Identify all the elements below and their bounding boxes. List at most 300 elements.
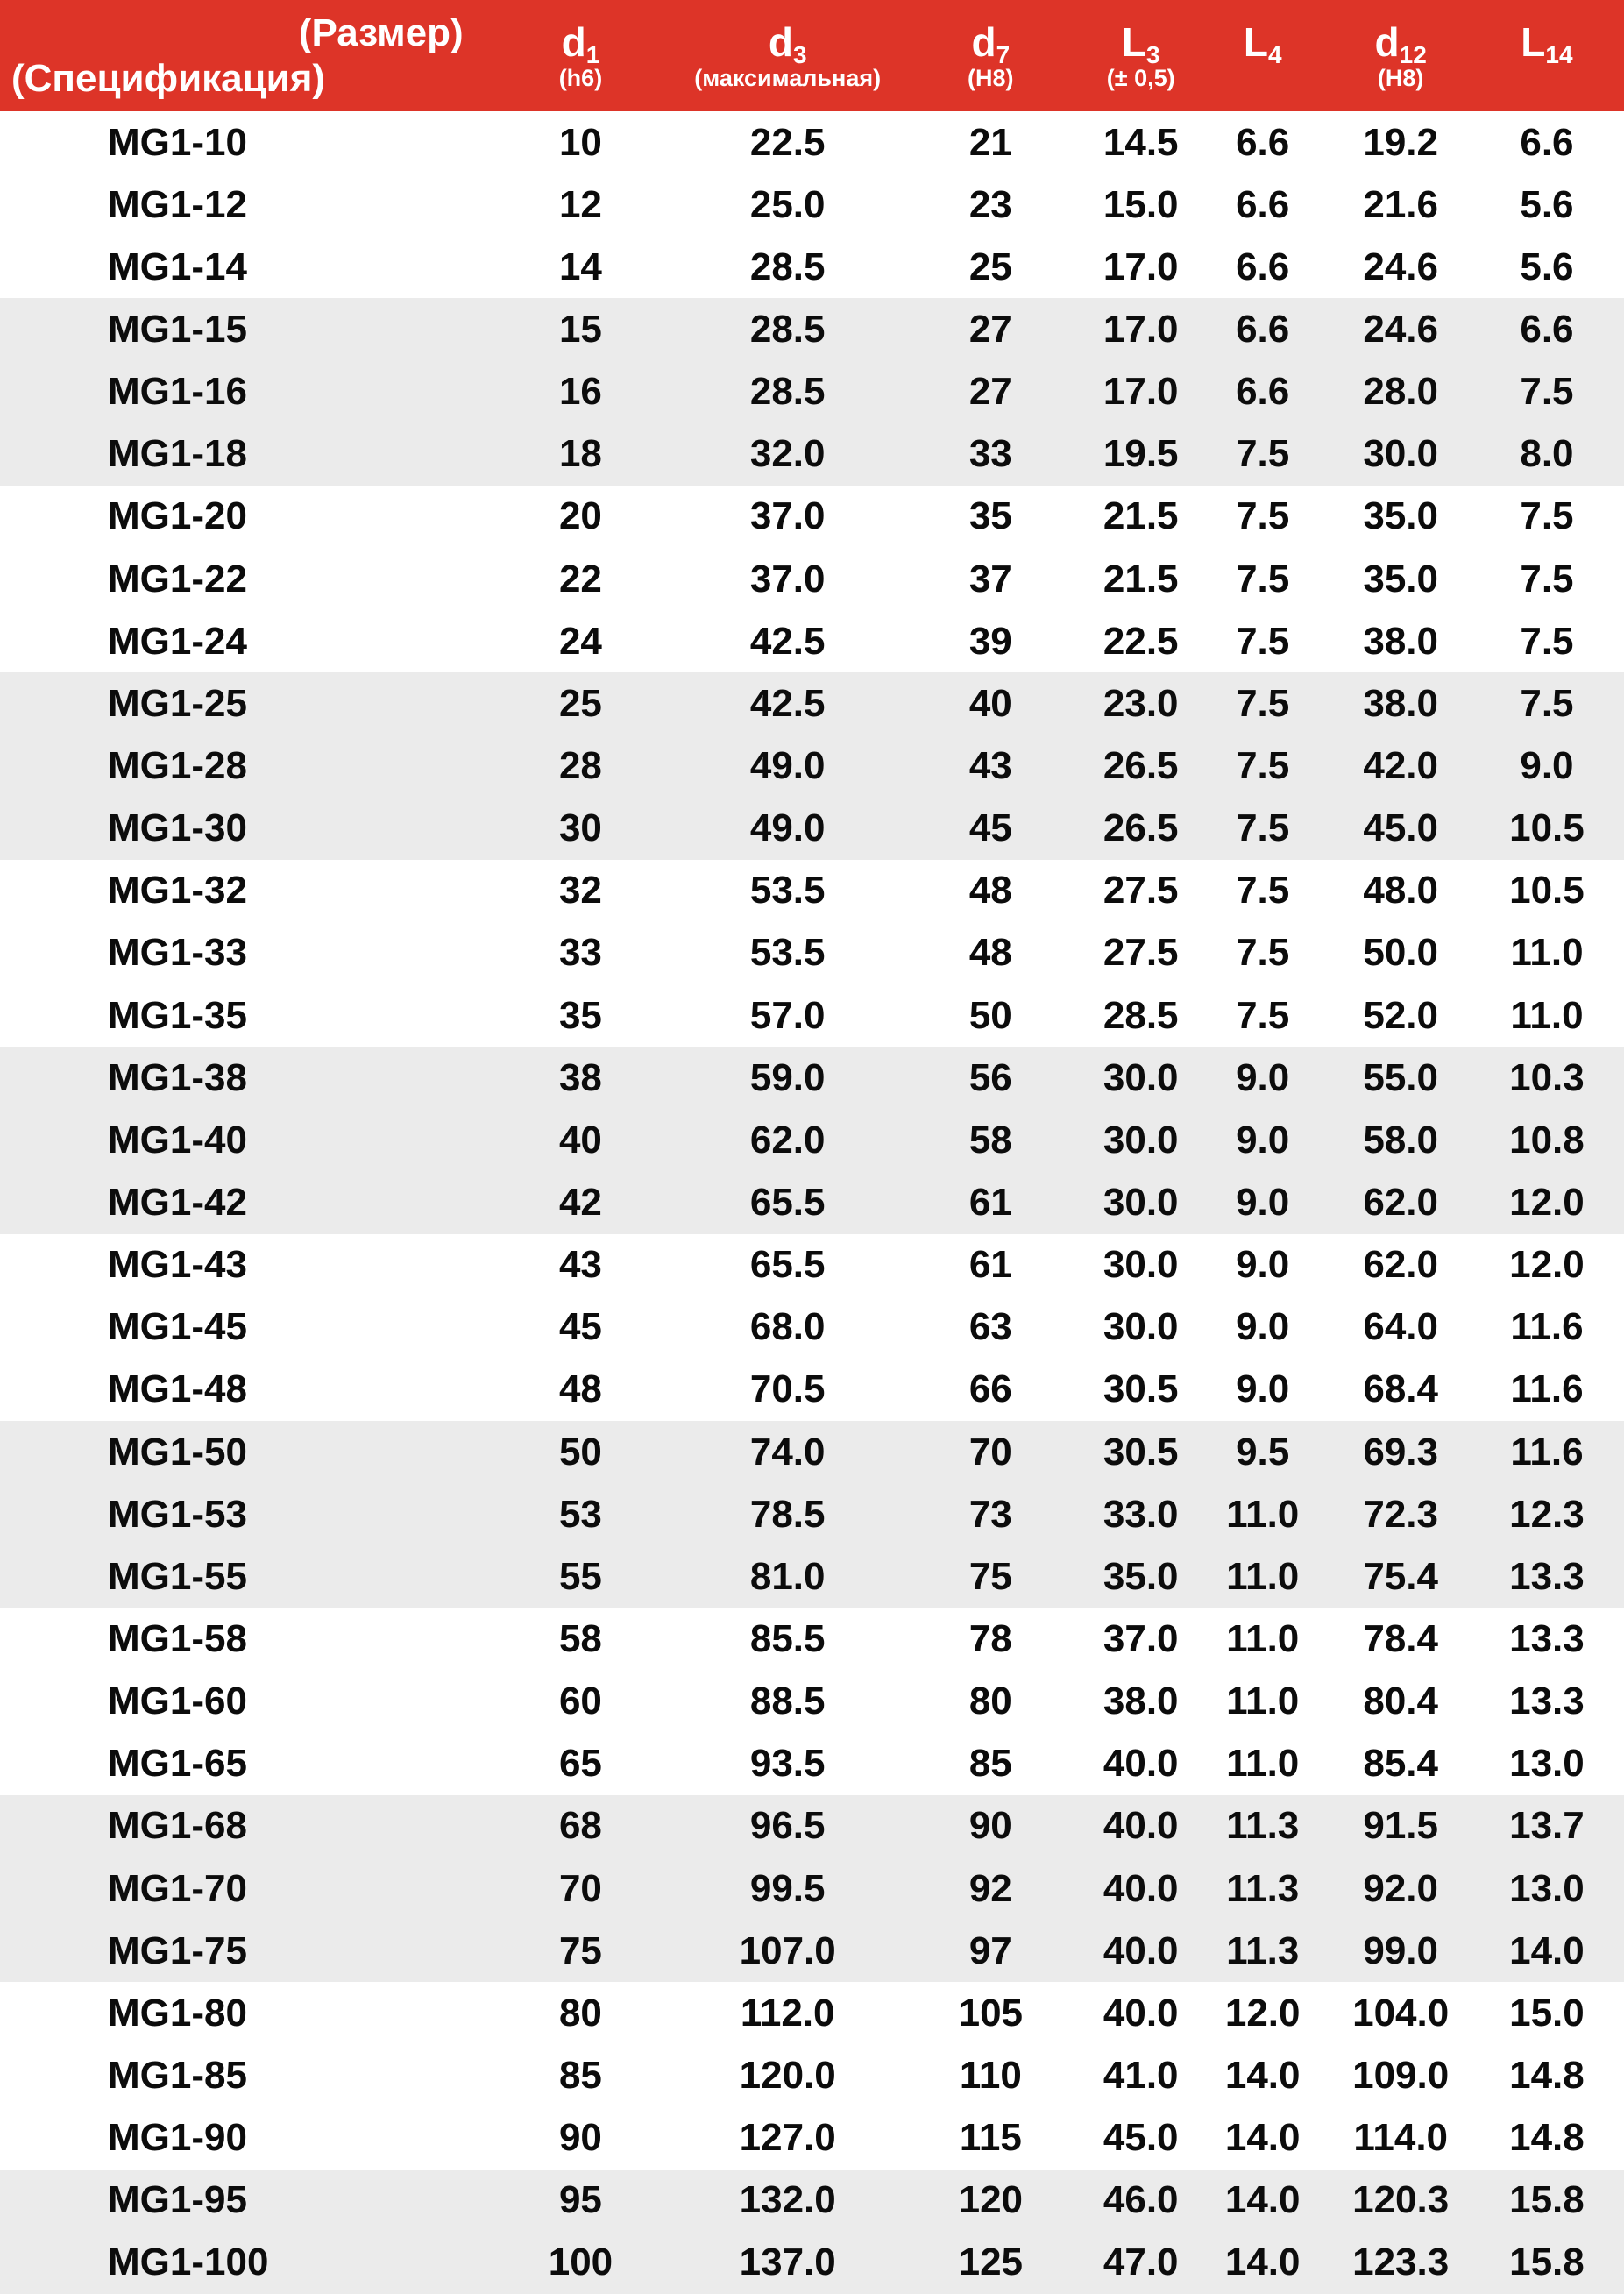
cell-d1: 100 <box>548 2241 613 2284</box>
cell-d3: 37.0 <box>749 494 826 538</box>
cell-model: MG1-65 <box>108 1742 247 1786</box>
cell-d7: 23 <box>968 182 1012 226</box>
cell-d3: 25.0 <box>749 182 826 226</box>
cell-d12: 38.0 <box>1363 619 1438 663</box>
cell-model: MG1-42 <box>108 1180 247 1224</box>
column-symbol-d3: $d_3$ <box>768 18 807 68</box>
cell-L3: 30.0 <box>1103 1118 1179 1161</box>
cell-L3: 40.0 <box>1103 1866 1179 1910</box>
table-body <box>0 111 1624 2294</box>
cell-d12: 91.5 <box>1363 1804 1438 1848</box>
cell-d1: 12 <box>558 182 602 226</box>
cell-d7: 37 <box>968 557 1012 600</box>
header-cell-L14 <box>1470 18 1624 90</box>
cell-d12: 35.0 <box>1363 494 1438 538</box>
cell-d7: 63 <box>968 1305 1012 1349</box>
cell-model: MG1-100 <box>108 2241 269 2284</box>
cell-d12: 78.4 <box>1363 1616 1438 1660</box>
cell-L4: 9.0 <box>1236 1305 1290 1349</box>
cell-d1: 32 <box>558 869 602 913</box>
cell-d7: 66 <box>968 1367 1012 1411</box>
cell-d12: 120.3 <box>1352 2178 1450 2222</box>
cell-L4: 12.0 <box>1224 1991 1301 2035</box>
cell-d12: 24.6 <box>1363 307 1438 351</box>
cell-model: MG1-58 <box>108 1616 247 1660</box>
cell-d3: 42.5 <box>749 681 826 725</box>
cell-L14: 6.6 <box>1520 120 1574 164</box>
cell-model: MG1-80 <box>108 1991 247 2035</box>
cell-d1: 75 <box>558 1928 602 1972</box>
cell-d7: 40 <box>968 681 1012 725</box>
cell-L4: 7.5 <box>1236 869 1290 913</box>
cell-L4: 6.6 <box>1236 370 1290 414</box>
cell-model: MG1-35 <box>108 993 247 1037</box>
cell-d1: 45 <box>558 1305 602 1349</box>
cell-d1: 16 <box>558 370 602 414</box>
cell-d1: 15 <box>558 307 602 351</box>
table-row <box>0 1920 1624 1982</box>
cell-d3: 70.5 <box>749 1367 826 1411</box>
cell-L14: 15.8 <box>1509 2241 1585 2284</box>
header-spec-label: (Спецификация) <box>11 56 326 100</box>
cell-L4: 11.0 <box>1226 1554 1300 1598</box>
cell-d3: 137.0 <box>739 2241 836 2284</box>
cell-d1: 10 <box>558 120 602 164</box>
cell-L14: 6.6 <box>1520 307 1574 351</box>
table-row <box>0 735 1624 797</box>
cell-L14: 14.0 <box>1509 1928 1585 1972</box>
cell-d12: 24.6 <box>1363 245 1438 288</box>
cell-d7: 125 <box>958 2241 1024 2284</box>
cell-d3: 62.0 <box>749 1118 826 1161</box>
cell-d3: 57.0 <box>749 993 826 1037</box>
cell-L3: 28.5 <box>1103 993 1179 1037</box>
column-note-d3: (максимальная) <box>694 64 882 91</box>
table-row <box>0 922 1624 984</box>
cell-d3: 107.0 <box>739 1928 836 1972</box>
cell-d12: 48.0 <box>1363 869 1438 913</box>
cell-model: MG1-50 <box>108 1430 247 1474</box>
cell-d3: 65.5 <box>749 1243 826 1287</box>
header-cell-d1 <box>479 18 683 91</box>
cell-L14: 8.0 <box>1520 432 1574 476</box>
table-row <box>0 2107 1624 2170</box>
cell-d12: 50.0 <box>1363 931 1438 975</box>
cell-d7: 110 <box>959 2053 1022 2097</box>
column-symbol-d12: $d_{12}$ <box>1374 18 1427 68</box>
cell-L4: 9.5 <box>1236 1430 1290 1474</box>
column-note-d7: (H8) <box>968 64 1014 91</box>
cell-d1: 70 <box>558 1866 602 1910</box>
table-row <box>0 610 1624 672</box>
cell-d7: 50 <box>968 993 1012 1037</box>
cell-model: MG1-38 <box>108 1055 247 1099</box>
table-row <box>0 984 1624 1047</box>
table-row <box>0 1234 1624 1296</box>
header-cell-d7 <box>893 18 1088 91</box>
cell-model: MG1-68 <box>108 1804 247 1848</box>
cell-d1: 30 <box>558 806 602 850</box>
cell-d3: 42.5 <box>749 619 826 663</box>
cell-d1: 50 <box>558 1430 602 1474</box>
cell-L4: 14.0 <box>1224 2178 1301 2222</box>
cell-d12: 109.0 <box>1352 2053 1450 2097</box>
cell-d1: 24 <box>558 619 602 663</box>
cell-d7: 92 <box>968 1866 1012 1910</box>
cell-d7: 45 <box>968 806 1012 850</box>
cell-L3: 41.0 <box>1103 2053 1179 2097</box>
cell-d3: 132.0 <box>739 2178 836 2222</box>
cell-d12: 64.0 <box>1363 1305 1438 1349</box>
cell-L4: 14.0 <box>1224 2116 1301 2160</box>
cell-d7: 105 <box>958 1991 1024 2035</box>
cell-model: MG1-95 <box>108 2178 247 2222</box>
cell-L3: 45.0 <box>1103 2116 1179 2160</box>
header-cell-d12 <box>1331 18 1470 91</box>
column-note-d12: (H8) <box>1377 64 1424 91</box>
cell-d1: 35 <box>558 993 602 1037</box>
cell-d1: 60 <box>558 1680 602 1723</box>
cell-model: MG1-30 <box>108 806 247 850</box>
cell-d3: 96.5 <box>749 1804 826 1848</box>
cell-d1: 33 <box>558 931 602 975</box>
cell-model: MG1-53 <box>108 1492 247 1536</box>
cell-L3: 35.0 <box>1103 1554 1179 1598</box>
cell-d1: 25 <box>558 681 602 725</box>
cell-d3: 81.0 <box>749 1554 826 1598</box>
cell-d3: 88.5 <box>749 1680 826 1723</box>
cell-d12: 92.0 <box>1363 1866 1438 1910</box>
cell-model: MG1-10 <box>108 120 247 164</box>
cell-L4: 11.0 <box>1226 1616 1300 1660</box>
cell-L14: 13.7 <box>1509 1804 1585 1848</box>
cell-d3: 49.0 <box>749 806 826 850</box>
cell-d7: 35 <box>968 494 1012 538</box>
cell-model: MG1-15 <box>108 307 247 351</box>
cell-L3: 40.0 <box>1103 1742 1179 1786</box>
cell-L14: 11.6 <box>1510 1305 1584 1349</box>
cell-L4: 6.6 <box>1236 307 1290 351</box>
cell-L4: 9.0 <box>1236 1180 1290 1224</box>
table-row <box>0 1857 1624 1920</box>
header-cell-L4 <box>1194 18 1332 90</box>
column-symbol-L14: $L_{14}$ <box>1521 18 1573 68</box>
table-row <box>0 1671 1624 1733</box>
table-row <box>0 111 1624 174</box>
cell-L14: 13.3 <box>1509 1554 1585 1598</box>
table-row <box>0 1982 1624 2044</box>
cell-d3: 68.0 <box>749 1305 826 1349</box>
cell-L3: 21.5 <box>1103 494 1179 538</box>
cell-d12: 21.6 <box>1363 182 1438 226</box>
cell-L3: 22.5 <box>1103 619 1179 663</box>
cell-model: MG1-12 <box>108 182 247 226</box>
header-cell-L3 <box>1088 18 1193 91</box>
table-row <box>0 1733 1624 1795</box>
column-symbol-d1: $d_1$ <box>561 18 600 68</box>
cell-d3: 120.0 <box>739 2053 836 2097</box>
cell-L14: 7.5 <box>1520 619 1574 663</box>
cell-L3: 38.0 <box>1103 1680 1179 1723</box>
cell-d1: 55 <box>558 1554 602 1598</box>
cell-L3: 26.5 <box>1103 743 1179 787</box>
cell-d7: 115 <box>959 2116 1022 2160</box>
cell-d3: 28.5 <box>749 307 826 351</box>
table-row <box>0 1795 1624 1857</box>
table-row <box>0 486 1624 548</box>
cell-d7: 80 <box>968 1680 1012 1723</box>
cell-d3: 85.5 <box>749 1616 826 1660</box>
table-row <box>0 174 1624 236</box>
cell-d7: 25 <box>968 245 1012 288</box>
cell-d7: 90 <box>968 1804 1012 1848</box>
cell-L14: 5.6 <box>1520 245 1574 288</box>
cell-d7: 61 <box>968 1243 1012 1287</box>
cell-L4: 6.6 <box>1236 120 1290 164</box>
cell-d1: 20 <box>558 494 602 538</box>
cell-d1: 90 <box>558 2116 602 2160</box>
cell-d7: 120 <box>958 2178 1024 2222</box>
cell-model: MG1-60 <box>108 1680 247 1723</box>
cell-model: MG1-33 <box>108 931 247 975</box>
cell-L4: 11.3 <box>1226 1866 1300 1910</box>
cell-model: MG1-90 <box>108 2116 247 2160</box>
cell-L14: 7.5 <box>1520 370 1574 414</box>
table-row <box>0 1545 1624 1608</box>
cell-d3: 78.5 <box>749 1492 826 1536</box>
cell-d3: 28.5 <box>749 245 826 288</box>
cell-L4: 11.0 <box>1226 1680 1300 1723</box>
cell-L14: 13.0 <box>1509 1866 1585 1910</box>
cell-L14: 9.0 <box>1520 743 1574 787</box>
cell-d1: 53 <box>558 1492 602 1536</box>
cell-L3: 33.0 <box>1103 1492 1179 1536</box>
cell-d12: 19.2 <box>1363 120 1438 164</box>
cell-L14: 5.6 <box>1520 182 1574 226</box>
cell-d12: 99.0 <box>1363 1928 1438 1972</box>
cell-model: MG1-70 <box>108 1866 247 1910</box>
cell-d1: 22 <box>558 557 602 600</box>
cell-model: MG1-75 <box>108 1928 247 1972</box>
cell-L4: 7.5 <box>1236 743 1290 787</box>
cell-L14: 11.6 <box>1510 1367 1584 1411</box>
cell-L14: 14.8 <box>1509 2116 1585 2160</box>
cell-d1: 14 <box>558 245 602 288</box>
table-row <box>0 1171 1624 1233</box>
cell-L3: 30.0 <box>1103 1243 1179 1287</box>
cell-model: MG1-43 <box>108 1243 247 1287</box>
cell-d12: 123.3 <box>1352 2241 1450 2284</box>
cell-model: MG1-32 <box>108 869 247 913</box>
table-header <box>0 0 1624 111</box>
cell-d1: 58 <box>558 1616 602 1660</box>
cell-d1: 85 <box>558 2053 602 2097</box>
cell-L3: 21.5 <box>1103 557 1179 600</box>
cell-L4: 7.5 <box>1236 557 1290 600</box>
cell-d1: 42 <box>558 1180 602 1224</box>
cell-d3: 28.5 <box>749 370 826 414</box>
cell-L4: 6.6 <box>1236 182 1290 226</box>
table-row <box>0 1483 1624 1545</box>
table-row <box>0 548 1624 610</box>
cell-d12: 52.0 <box>1363 993 1438 1037</box>
table-row <box>0 2044 1624 2106</box>
cell-L3: 17.0 <box>1103 307 1179 351</box>
cell-L4: 9.0 <box>1236 1055 1290 1099</box>
cell-d1: 38 <box>558 1055 602 1099</box>
cell-L4: 9.0 <box>1236 1367 1290 1411</box>
cell-d7: 21 <box>968 120 1012 164</box>
cell-L4: 7.5 <box>1236 806 1290 850</box>
cell-d12: 55.0 <box>1363 1055 1438 1099</box>
cell-L3: 47.0 <box>1103 2241 1179 2284</box>
cell-d12: 28.0 <box>1363 370 1438 414</box>
cell-d12: 38.0 <box>1363 681 1438 725</box>
cell-d1: 48 <box>558 1367 602 1411</box>
cell-model: MG1-20 <box>108 494 247 538</box>
cell-d7: 70 <box>968 1430 1012 1474</box>
cell-d3: 53.5 <box>749 869 826 913</box>
header-cell-model <box>0 11 479 102</box>
cell-L3: 30.0 <box>1103 1180 1179 1224</box>
cell-L3: 40.0 <box>1103 1928 1179 1972</box>
cell-d1: 65 <box>558 1742 602 1786</box>
cell-L3: 17.0 <box>1103 370 1179 414</box>
cell-d7: 27 <box>968 307 1012 351</box>
cell-L4: 9.0 <box>1236 1243 1290 1287</box>
cell-d3: 32.0 <box>749 432 826 476</box>
cell-d3: 65.5 <box>749 1180 826 1224</box>
cell-d3: 49.0 <box>749 743 826 787</box>
cell-L14: 7.5 <box>1520 681 1574 725</box>
cell-L14: 10.3 <box>1509 1055 1585 1099</box>
cell-d7: 43 <box>968 743 1012 787</box>
cell-d1: 40 <box>558 1118 602 1161</box>
column-symbol-d7: $d_7$ <box>971 18 1011 68</box>
table-row <box>0 1047 1624 1109</box>
cell-d12: 42.0 <box>1363 743 1438 787</box>
cell-d12: 85.4 <box>1363 1742 1438 1786</box>
cell-L3: 40.0 <box>1103 1804 1179 1848</box>
cell-d1: 43 <box>558 1243 602 1287</box>
cell-d3: 99.5 <box>749 1866 826 1910</box>
cell-L4: 7.5 <box>1236 931 1290 975</box>
cell-model: MG1-45 <box>108 1305 247 1349</box>
cell-L4: 7.5 <box>1236 681 1290 725</box>
cell-model: MG1-40 <box>108 1118 247 1161</box>
cell-d3: 53.5 <box>749 931 826 975</box>
cell-model: MG1-18 <box>108 432 247 476</box>
cell-L3: 40.0 <box>1103 1991 1179 2035</box>
cell-L4: 11.3 <box>1226 1804 1300 1848</box>
cell-L14: 13.3 <box>1509 1680 1585 1723</box>
cell-model: MG1-16 <box>108 370 247 414</box>
cell-L4: 6.6 <box>1236 245 1290 288</box>
cell-model: MG1-25 <box>108 681 247 725</box>
cell-d12: 114.0 <box>1353 2116 1449 2160</box>
cell-L3: 26.5 <box>1103 806 1179 850</box>
cell-L14: 15.0 <box>1509 1991 1585 2035</box>
cell-d7: 39 <box>968 619 1012 663</box>
cell-L14: 11.6 <box>1510 1430 1584 1474</box>
cell-model: MG1-24 <box>108 619 247 663</box>
cell-d1: 95 <box>558 2178 602 2222</box>
cell-d3: 93.5 <box>749 1742 826 1786</box>
cell-L4: 11.0 <box>1226 1742 1300 1786</box>
cell-d7: 75 <box>968 1554 1012 1598</box>
cell-model: MG1-85 <box>108 2053 247 2097</box>
cell-d3: 127.0 <box>739 2116 836 2160</box>
cell-L3: 30.5 <box>1103 1430 1179 1474</box>
cell-L3: 46.0 <box>1103 2178 1179 2222</box>
cell-L3: 15.0 <box>1103 182 1179 226</box>
cell-d12: 104.0 <box>1352 1991 1450 2035</box>
cell-d7: 56 <box>968 1055 1012 1099</box>
table-row <box>0 860 1624 922</box>
cell-d1: 68 <box>558 1804 602 1848</box>
cell-d12: 30.0 <box>1363 432 1438 476</box>
cell-d3: 74.0 <box>749 1430 826 1474</box>
cell-L14: 13.3 <box>1509 1616 1585 1660</box>
column-symbol-L3: $L_3$ <box>1121 18 1160 68</box>
cell-d7: 61 <box>968 1180 1012 1224</box>
cell-d7: 78 <box>968 1616 1012 1660</box>
cell-d7: 58 <box>968 1118 1012 1161</box>
cell-L3: 27.5 <box>1103 931 1179 975</box>
cell-model: MG1-14 <box>108 245 247 288</box>
cell-L3: 17.0 <box>1103 245 1179 288</box>
table-row <box>0 1421 1624 1483</box>
cell-d12: 75.4 <box>1363 1554 1438 1598</box>
cell-d7: 85 <box>968 1742 1012 1786</box>
cell-d7: 33 <box>968 432 1012 476</box>
cell-L3: 19.5 <box>1103 432 1179 476</box>
cell-L14: 7.5 <box>1520 494 1574 538</box>
column-note-L3: (± 0,5) <box>1106 64 1175 91</box>
cell-L14: 10.5 <box>1509 869 1585 913</box>
cell-L3: 30.5 <box>1103 1367 1179 1411</box>
table-row <box>0 361 1624 423</box>
cell-L4: 11.3 <box>1226 1928 1300 1972</box>
cell-d12: 62.0 <box>1363 1180 1438 1224</box>
header-size-label: (Размер) <box>298 11 464 54</box>
cell-L4: 7.5 <box>1236 993 1290 1037</box>
cell-L14: 12.0 <box>1509 1243 1585 1287</box>
cell-d7: 97 <box>968 1928 1012 1972</box>
cell-d7: 48 <box>968 869 1012 913</box>
cell-L4: 7.5 <box>1236 619 1290 663</box>
cell-L14: 12.3 <box>1509 1492 1585 1536</box>
cell-L4: 14.0 <box>1224 2053 1301 2097</box>
cell-d7: 48 <box>968 931 1012 975</box>
cell-d7: 73 <box>968 1492 1012 1536</box>
cell-L3: 30.0 <box>1103 1305 1179 1349</box>
cell-L3: 14.5 <box>1103 120 1179 164</box>
cell-L3: 37.0 <box>1103 1616 1179 1660</box>
cell-L4: 14.0 <box>1224 2241 1301 2284</box>
cell-d12: 62.0 <box>1363 1243 1438 1287</box>
column-note-d1: (h6) <box>558 64 603 91</box>
table-row <box>0 423 1624 486</box>
cell-d12: 69.3 <box>1363 1430 1438 1474</box>
cell-L4: 9.0 <box>1236 1118 1290 1161</box>
cell-d12: 68.4 <box>1363 1367 1438 1411</box>
cell-L14: 15.8 <box>1509 2178 1585 2222</box>
table-row <box>0 1296 1624 1359</box>
cell-L14: 11.0 <box>1510 931 1584 975</box>
cell-L3: 23.0 <box>1103 681 1179 725</box>
cell-L14: 13.0 <box>1509 1742 1585 1786</box>
